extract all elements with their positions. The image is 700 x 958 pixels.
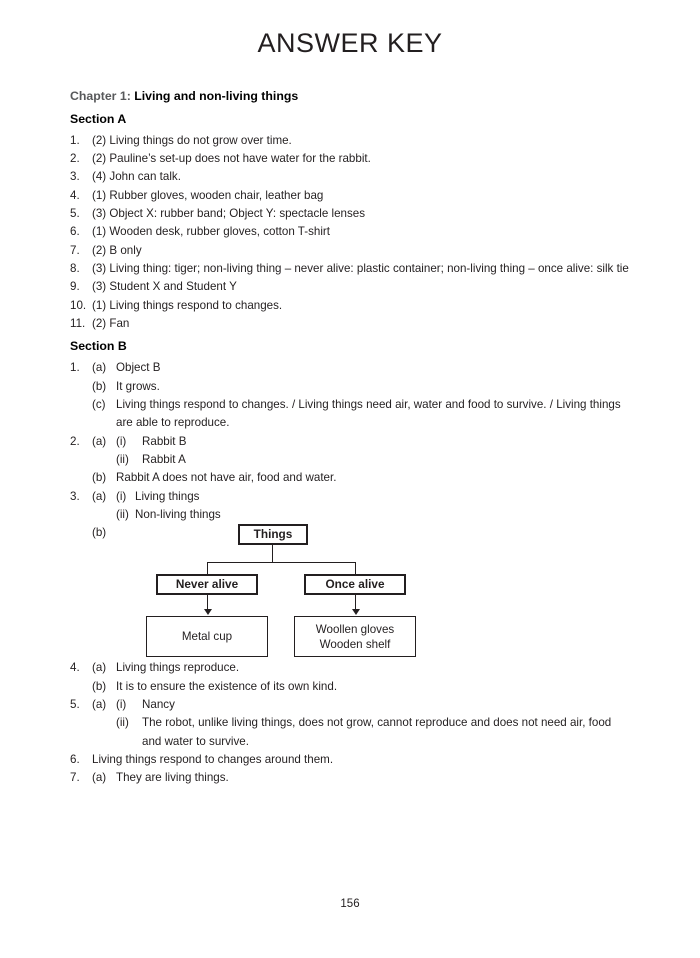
chapter-heading <box>70 88 630 105</box>
arrowhead-icon <box>352 609 360 615</box>
item-sublabel: (b) <box>92 379 107 393</box>
section-a-heading: Section A <box>70 111 127 126</box>
item-number: 7. <box>70 243 80 257</box>
item-text: (3) Living thing: tiger; non-living thing – never alive: plastic container; non-living thing – once alive: silk tie <box>92 261 629 275</box>
list-item <box>70 260 630 278</box>
item-number: 11. <box>70 316 86 330</box>
answer-key-content <box>70 88 630 787</box>
item-text: Living things <box>135 489 200 503</box>
item-number: 3. <box>70 489 80 503</box>
item-sublabel: (a) <box>92 697 107 711</box>
item-romanlabel: (i) <box>116 434 127 448</box>
item-text: (3) Student X and Student Y <box>92 280 237 294</box>
item-number: 5. <box>70 207 80 221</box>
item-sublabel: (b) <box>92 471 107 485</box>
item-text: It is to ensure the existence of its own kind. <box>116 679 338 693</box>
page-number: 156 <box>340 898 360 910</box>
list-item <box>70 678 630 696</box>
section-b-list <box>70 359 630 787</box>
item-number: 8. <box>70 261 80 275</box>
item-text: (3) Object X: rubber band; Object Y: spectacle lenses <box>92 207 366 221</box>
leaf-line-2: Wooden shelf <box>319 637 391 651</box>
section-b-heading: Section B <box>70 339 127 354</box>
item-romanlabel: (ii) <box>116 453 129 466</box>
item-text: (2) B only <box>92 243 142 257</box>
connector-line <box>355 562 356 574</box>
arrowhead-icon <box>204 609 212 615</box>
item-number: 2. <box>70 152 80 166</box>
chapter-label: Chapter 1: <box>70 89 131 103</box>
list-item <box>70 378 630 396</box>
item-text: Rabbit A does not have air, food and water. <box>116 471 337 485</box>
connector-line <box>207 562 355 563</box>
item-text: (1) Wooden desk, rubber gloves, cotton T-shirt <box>92 225 331 239</box>
item-number: 9. <box>70 280 80 294</box>
item-number: 6. <box>70 752 80 766</box>
item-text: (2) Pauline’s set-up does not have water for the rabbit. <box>92 152 371 166</box>
item-sublabel: (a) <box>92 489 107 503</box>
item-sublabel: (a) <box>92 434 107 448</box>
list-item <box>70 242 630 260</box>
connector-line <box>272 545 273 563</box>
item-sublabel: (b) <box>92 679 107 693</box>
item-number: 6. <box>70 225 80 239</box>
section-a-list <box>70 132 630 333</box>
list-item <box>70 751 630 769</box>
flowchart-node-never-alive: Never alive <box>156 574 258 595</box>
list-item <box>70 469 630 487</box>
flowchart-node-once-alive: Once alive <box>304 574 406 595</box>
item-sublabel: (c) <box>92 398 106 412</box>
connector-line <box>355 595 356 610</box>
item-romanlabel: (i) <box>116 697 127 711</box>
list-item <box>70 132 630 150</box>
item-number: 1. <box>70 133 80 147</box>
list-item <box>70 278 630 296</box>
connector-line <box>207 595 208 610</box>
item-text: (4) John can talk. <box>92 170 181 184</box>
chapter-title: Living and non-living things <box>134 89 299 103</box>
item-text: Nancy <box>142 697 175 711</box>
item-number: 4. <box>70 661 80 675</box>
item-romanlabel: (ii) <box>116 716 129 730</box>
list-item <box>70 488 630 506</box>
list-item <box>70 659 630 677</box>
item-sublabel: (a) <box>92 361 107 375</box>
item-text: (1) Living things respond to changes. <box>92 298 283 312</box>
list-item <box>70 696 630 714</box>
item-number: 4. <box>70 188 80 202</box>
item-text: Rabbit A <box>142 453 186 466</box>
item-text: It grows. <box>116 379 160 393</box>
list-item <box>70 451 630 469</box>
classification-flowchart <box>138 524 468 659</box>
list-item <box>70 714 630 751</box>
flowchart-node-woollen-wooden <box>294 616 416 657</box>
item-number: 3. <box>70 170 80 184</box>
item-text: Non-living things <box>135 507 221 521</box>
list-item <box>70 359 630 377</box>
list-item <box>70 187 630 205</box>
list-item <box>70 769 630 787</box>
list-item <box>70 297 630 315</box>
list-item <box>70 506 630 524</box>
item-number: 1. <box>70 361 80 375</box>
page-title: ANSWER KEY <box>257 28 443 58</box>
item-text: (2) Fan <box>92 316 130 330</box>
list-item <box>70 223 630 241</box>
item-number: 10. <box>70 298 87 312</box>
item-text: Living things respond to changes. / Living things need air, water and food to survive. / Living things are able to reproduce. <box>116 398 621 430</box>
item-romanlabel: (ii) <box>116 507 129 521</box>
item-number: 5. <box>70 697 80 711</box>
item-number: 2. <box>70 434 80 448</box>
item-text: They are living things. <box>116 771 229 785</box>
flowchart-node-metal-cup: Metal cup <box>146 616 268 657</box>
item-text: Rabbit B <box>142 434 187 448</box>
item-sublabel: (b) <box>92 526 107 540</box>
item-sublabel: (a) <box>92 771 107 785</box>
item-sublabel: (a) <box>92 661 107 675</box>
list-item <box>70 315 630 333</box>
item-text: Living things respond to changes around them. <box>92 752 334 766</box>
item-text: (2) Living things do not grow over time. <box>92 133 292 147</box>
item-number: 7. <box>70 771 80 785</box>
list-item <box>70 150 630 168</box>
list-item <box>70 205 630 223</box>
item-romanlabel: (i) <box>116 489 127 503</box>
list-item <box>70 396 630 433</box>
item-text: (1) Rubber gloves, wooden chair, leather bag <box>92 188 324 202</box>
list-item <box>70 433 630 451</box>
item-text: Living things reproduce. <box>116 661 240 675</box>
leaf-line-1: Woollen gloves <box>315 622 395 636</box>
list-item <box>70 168 630 186</box>
flowchart-node-things: Things <box>238 524 308 545</box>
connector-line <box>207 562 208 574</box>
item-text: The robot, unlike living things, does not grow, cannot reproduce and does not need air, food and water to survive. <box>142 716 612 748</box>
item-text: Object B <box>116 361 161 375</box>
list-item <box>70 524 630 659</box>
